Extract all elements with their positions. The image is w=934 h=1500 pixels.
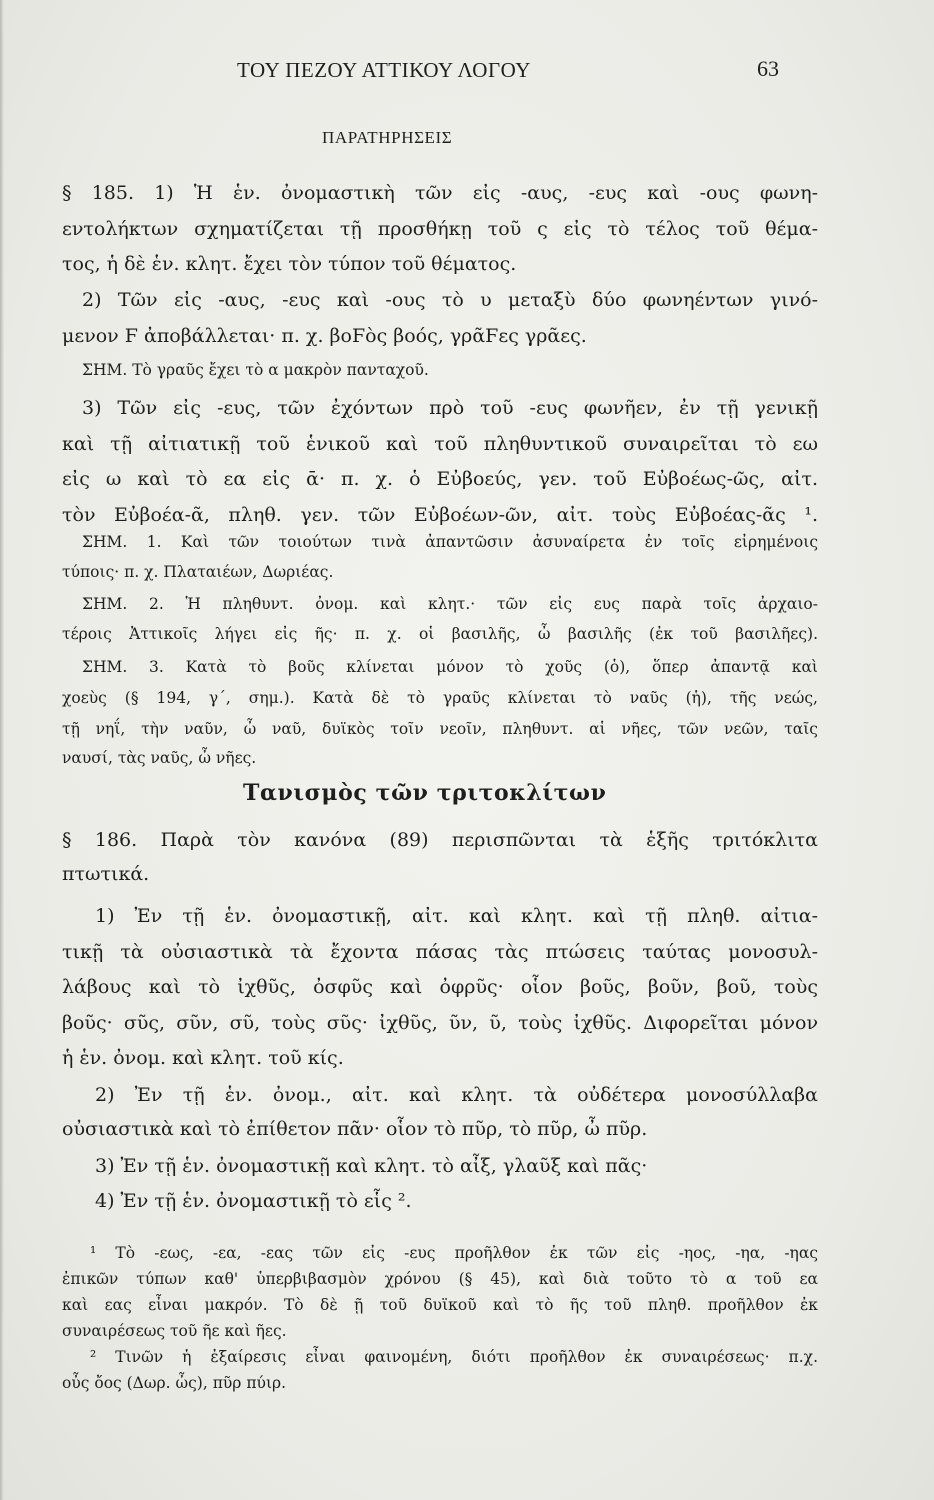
section-title: ΠΑΡΑΤΗΡΗΣΕΙΣ [322,128,453,147]
text-line: 3) Τῶν εἰς -ευς, τῶν ἐχόντων πρὸ τοῦ -ευς φωνῆεν, ἐν τῇ γενικῇ [82,397,818,419]
page-number: 63 [757,56,779,81]
note-line: ΣΗΜ. 1. Καὶ τῶν τοιούτων τινὰ ἀπαντῶσιν ἀσυναίρετα ἐν τοῖς εἰρημένοις [82,533,818,551]
note-line: ναυσί, τὰς ναῦς, ὦ νῆες. [62,749,257,767]
footnote-line: καὶ εας εἶναι μακρόν. Τὸ δὲ ῇ τοῦ δυϊκοῦ καὶ τὸ ῆς τοῦ πληθ. προῆλθον ἐκ [62,1296,818,1314]
text-line: πτωτικά. [62,863,150,885]
text-line: ἡ ἑν. ὀνομ. καὶ κλητ. τοῦ κίς. [62,1047,344,1069]
note-line: χοεὺς (§ 194, γ΄, σημ.). Κατὰ δὲ τὸ γραῦς κλίνεται τὸ ναῦς (ἡ), τῆς νεώς, [62,689,818,707]
text-line: 4) Ἐν τῇ ἑν. ὀνομαστικῇ τὸ εἷς ². [95,1190,412,1212]
text-line: 3) Ἐν τῇ ἑν. ὀνομαστικῇ καὶ κλητ. τὸ αἶξ, γλαῦξ καὶ πᾶς· [95,1155,648,1177]
text-line: εἰς ω καὶ τὸ εα εἰς ᾱ· π. χ. ὁ Εὐβοεύς, γεν. τοῦ Εὐβοέως-ῶς, αἰτ. [62,468,818,490]
note-line: τέροις Ἀττικοῖς λήγει εἰς ῆς· π. χ. οἱ βασιλῆς, ὦ βασιλῆς (ἐκ τοῦ βασιλῆες). [62,625,818,643]
text-line: καὶ τῇ αἰτιατικῇ τοῦ ἑνικοῦ καὶ τοῦ πληθυντικοῦ συναιρεῖται τὸ εω [62,433,818,455]
footnote-line: οὖς ὄος (Δωρ. ὦς), πῦρ πύιρ. [62,1374,287,1392]
page-edge [0,0,4,1500]
text-line: τος, ἡ δὲ ἑν. κλητ. ἔχει τὸν τύπον τοῦ θέματος. [62,253,517,275]
footnote-line: συναιρέσεως τοῦ ῆε καὶ ῆες. [62,1322,287,1340]
text-line: βοῦς· σῦς, σῦν, σῦ, τοὺς σῦς· ἰχθῦς, ῦν, ῦ, τοὺς ἰχθῦς. Διφορεῖται μόνον [62,1012,818,1034]
running-head: ΤΟΥ ΠΕΖΟΥ ΑΤΤΙΚΟΥ ΛΟΓΟΥ [237,58,531,82]
text-line: § 185. 1) Ἡ ἑν. ὀνομαστικὴ τῶν εἰς -αυς, -ευς καὶ -ους φωνη- [62,182,818,204]
note-line: ΣΗΜ. Τὸ γραῦς ἔχει τὸ α μακρὸν πανταχοῦ. [82,361,429,379]
footnote-line: ¹ Τὸ -εως, -εα, -εας τῶν εἰς -ευς προῆλθον ἐκ τῶν εἰς -ηος, -ηα, -ηας [90,1244,818,1262]
text-line: τικῇ τὰ οὐσιαστικὰ τὰ ἔχοντα πάσας τὰς πτώσεις ταύτας μονοσυλ- [62,941,818,963]
note-line: τῇ νηΐ, τὴν ναῦν, ὦ ναῦ, δυϊκὸς τοῖν νεοῖν, πληθυντ. αἱ νῆες, τῶν νεῶν, ταῖς [62,720,818,738]
text-line: οὐσιαστικὰ καὶ τὸ ἐπίθετον πᾶν· οἷον τὸ πῦρ, τὸ πῦρ, ὦ πῦρ. [62,1118,648,1140]
section-heading: Τανισμὸς τῶν τριτοκλίτων [243,780,607,806]
text-line: 1) Ἐν τῇ ἑν. ὀνομαστικῇ, αἰτ. καὶ κλητ. καὶ τῇ πληθ. αἰτια- [95,905,818,927]
text-line: § 186. Παρὰ τὸν κανόνα (89) περισπῶνται τὰ ἑξῆς τριτόκλιτα [62,829,818,851]
text-line: μενον Ϝ ἀποβάλλεται· π. χ. βοϜὸς βοός, γρᾶϜες γρᾶες. [62,325,587,347]
footnote-line: ἐπικῶν τύπων καθ' ὑπερβιβασμὸν χρόνου (§ 45), καὶ διὰ τοῦτο τὸ α τοῦ εα [62,1270,818,1288]
text-line: εντολήκτων σχηματίζεται τῇ προσθήκῃ τοῦ ς εἰς τὸ τέλος τοῦ θέμα- [62,218,818,240]
text-line: 2) Ἐν τῇ ἑν. ὀνομ., αἰτ. καὶ κλητ. τὰ οὐδέτερα μονοσύλλαβα [95,1084,818,1106]
note-line: ΣΗΜ. 2. Ἡ πληθυντ. ὀνομ. καὶ κλητ.· τῶν εἰς ευς παρὰ τοῖς ἀρχαιο- [82,595,818,613]
note-line: ΣΗΜ. 3. Κατὰ τὸ βοῦς κλίνεται μόνον τὸ χοῦς (ὁ), ὅπερ ἀπαντᾷ καὶ [82,658,818,676]
text-line: τὸν Εὐβοέα-ᾶ, πληθ. γεν. τῶν Εὐβοέων-ῶν, αἰτ. τοὺς Εὐβοέας-ᾶς ¹. [62,504,818,526]
text-line: 2) Τῶν εἰς -αυς, -ευς καὶ -ους τὸ υ μεταξὺ δύο φωνηέντων γινό- [82,289,818,311]
note-line: τύποις· π. χ. Πλαταιέων, Δωριέας. [62,563,334,581]
footnote-line: ² Τινῶν ἡ ἐξαίρεσις εἶναι φαινομένη, διότι προῆλθον ἐκ συναιρέσεως· π.χ. [90,1348,818,1366]
text-line: λάβους καὶ τὸ ἰχθῦς, ὀσφῦς καὶ ὀφρῦς· οἷον βοῦς, βοῦν, βοῦ, τοὺς [62,976,818,998]
